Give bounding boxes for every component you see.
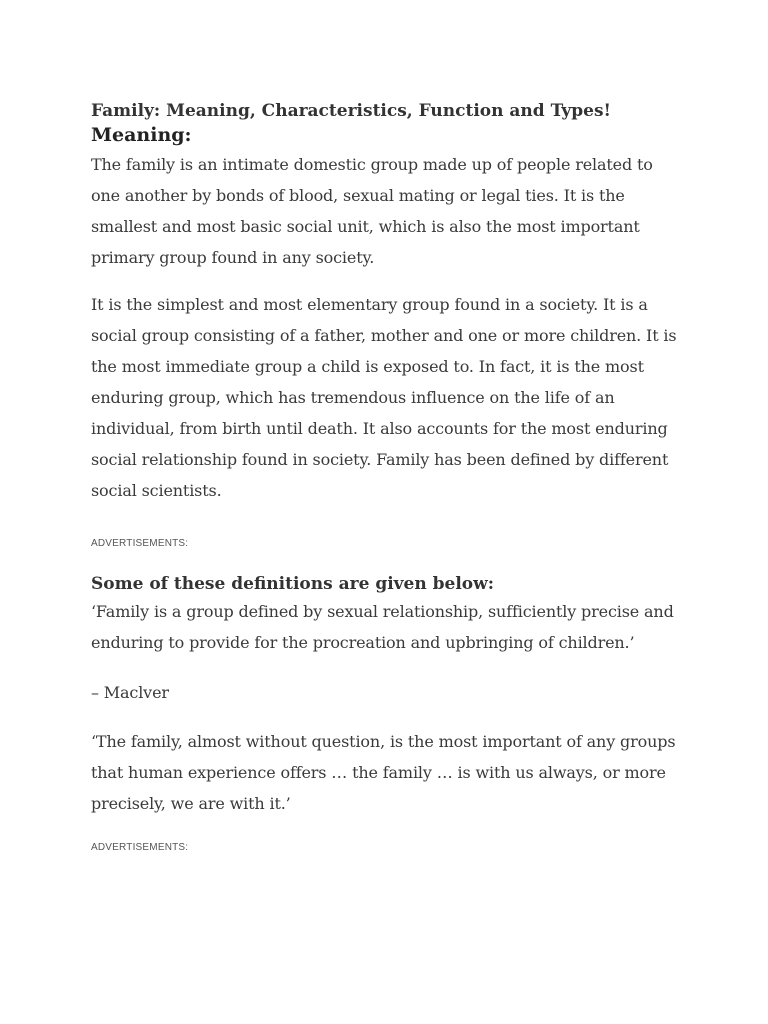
advertisement-label: ADVERTISEMENTS: bbox=[91, 842, 189, 853]
meaning-paragraph-1: The family is an intimate domestic group made up of people related to one another by bonds of blood, sexual mating or legal ties. It is the smallest and most basic social unit, which is also the most important primary group found in any society. bbox=[91, 155, 653, 267]
definitions-heading: Some of these definitions are given below: bbox=[91, 574, 495, 594]
meaning-heading: Meaning: bbox=[91, 124, 192, 146]
definition-quote-1: ‘Family is a group defined by sexual relationship, sufficiently precise and enduring to provide for the procreation and upbringing of children.’ bbox=[91, 602, 674, 652]
article-page bbox=[91, 99, 681, 855]
definition-quote-2: ‘The family, almost without question, is the most important of any groups that human experience offers … the family … is with us always, or more precisely, we are with it.’ bbox=[91, 732, 676, 813]
meaning-paragraph-2: It is the simplest and most elementary group found in a society. It is a social group consisting of a father, mother and one or more children. It is the most immediate group a child is exposed to. In fact, it is the most enduring group, which has tremendous influence on the life of an individual, from birth until death. It also accounts for the most enduring social relationship found in society. Family has been defined by different social scientists. bbox=[91, 295, 677, 500]
advertisement-label: ADVERTISEMENTS: bbox=[91, 538, 189, 549]
article-title: Family: Meaning, Characteristics, Function and Types! bbox=[91, 101, 611, 121]
definition-attribution: – Maclver bbox=[91, 683, 169, 702]
